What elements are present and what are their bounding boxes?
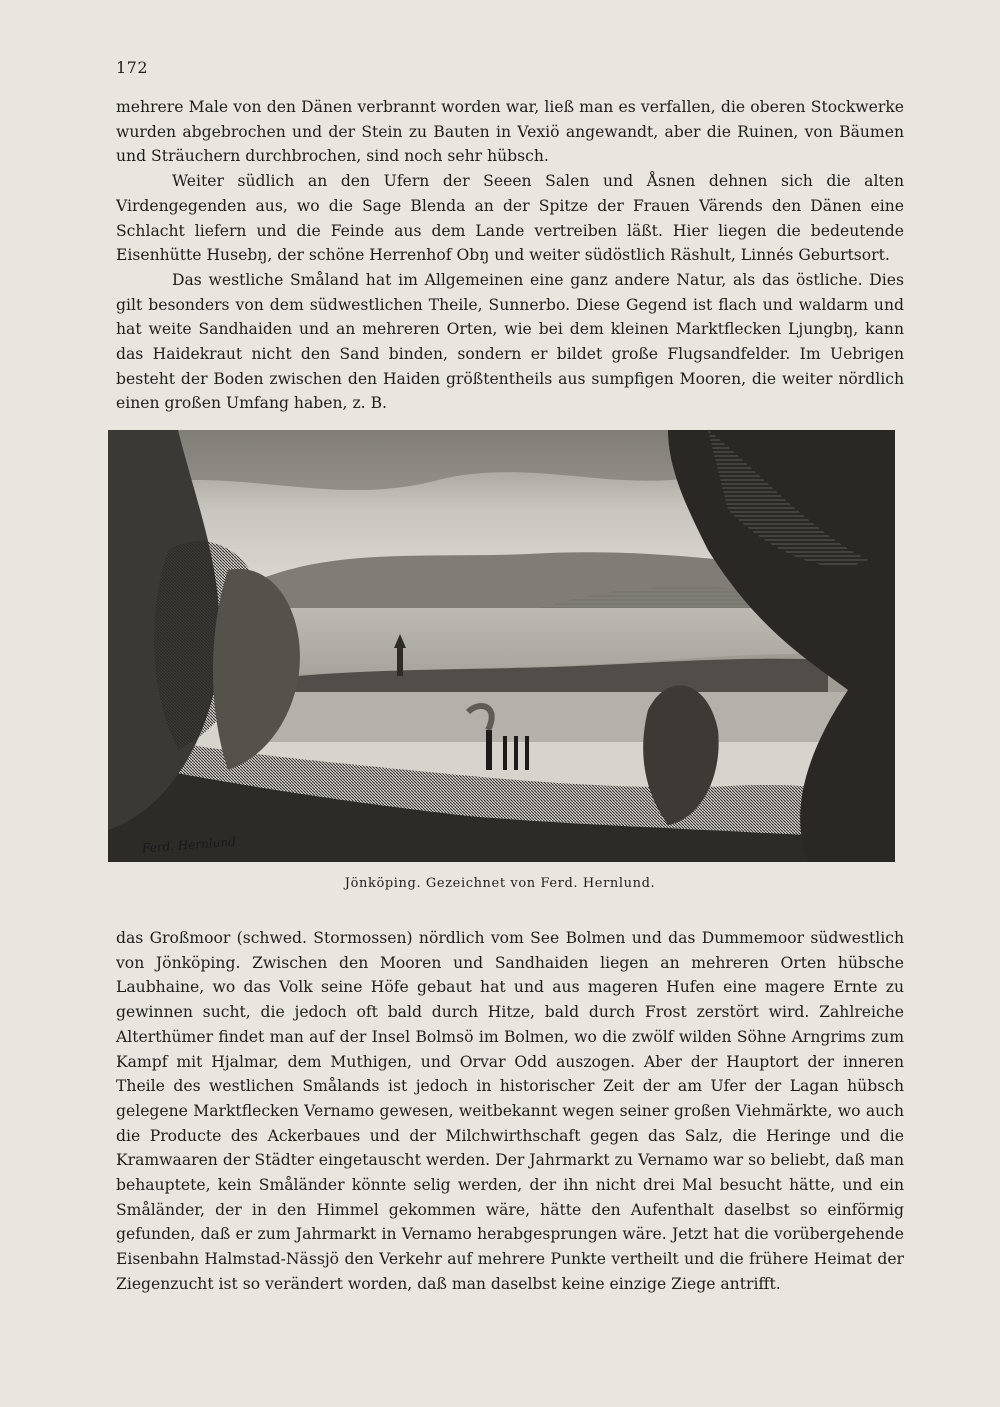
upper-text-block (116, 95, 904, 416)
paragraph: Weiter südlich an den Ufern der Seeen Salen und Åsnen dehnen sich die alten Virdengegenden aus, wo die Sage Blenda an der Spitze der Frauen Värends den Dänen eine Schlacht liefern und die Feinde aus dem Lande vertreiben läßt. Hier liegen die bedeutende Eisenhütte Husebŋ, der schöne Herrenhof Obŋ und weiter südöstlich Räshult, Linnés Geburtsort. (116, 172, 904, 265)
artist-signature: Ferd. Hernlund (141, 834, 237, 856)
paragraph: Das westliche Småland hat im Allgemeinen eine ganz andere Natur, als das östliche. Dies gilt besonders von dem südwestlichen Theile, Sunnerbo. Diese Gegend ist flach und waldarm und hat weite Sandhaiden und an mehreren Orten, wie bei dem kleinen Marktflecken Ljungbŋ, kann das Haidekraut nicht den Sand binden, sondern er bildet große Flugsandfelder. Im Uebrigen besteht der Boden zwischen den Haiden größtentheils aus sumpfigen Mooren, die weiter nördlich einen großen Umfang haben, z. B. (116, 270, 904, 413)
lower-text-block (116, 926, 904, 1297)
illustration-caption: Jönköping. Gezeichnet von Ferd. Hernlund. (344, 876, 656, 891)
landscape-engraving (108, 430, 895, 862)
engraving-jonkoping (108, 430, 895, 862)
paragraph: mehrere Male von den Dänen verbrannt worden war, ließ man es verfallen, die oberen Stockwerke wurden abgebrochen und der Stein zu Bauten in Vexiö angewandt, aber die Ruinen, von Bäumen und Sträuchern durchbrochen, sind noch sehr hübsch. (116, 98, 904, 166)
paragraph: das Großmoor (schwed. Stormossen) nördlich vom See Bolmen und das Dummemoor südwestlich von Jönköping. Zwischen den Mooren und Sandhaiden liegen an mehreren Orten hübsche Laubhaine, wo das Volk seine Höfe gebaut hat und aus mageren Hufen eine magere Ernte zu gewinnen sucht, die jedoch oft bald durch Hitze, bald durch Frost zerstört wird. Zahlreiche Alterthümer findet man auf der Insel Bolmsö im Bolmen, wo die zwölf wilden Söhne Arngrims zum Kampf mit Hjalmar, dem Muthigen, und Orvar Odd auszogen. Aber der Hauptort der inneren Theile des westlichen Smålands ist jedoch in historischer Zeit der am Ufer der Lagan hübsch gelegene Marktflecken Vernamo gewesen, weitbekannt wegen seiner großen Viehmärkte, wo auch die Producte des Ackerbaues und der Milchwirthschaft gegen das Salz, die Heringe und die Kramwaaren der Städter eingetauscht werden. Der Jahrmarkt zu Vernamo war so beliebt, daß man behauptete, kein Småländer könnte selig werden, der ihn nicht drei Mal besucht hätte, und ein Småländer, der in den Himmel gekommen wäre, hätte den Aufenthalt daselbst so einförmig gefunden, daß er zum Jahrmarkt in Vernamo herabgesprungen wäre. Jetzt hat die vorübergehende Eisenbahn Halmstad-Nässjö den Verkehr auf mehrere Punkte vertheilt und die frühere Heimat der Ziegenzucht ist so verändert worden, daß man daselbst keine einzige Ziege antrifft. (116, 929, 904, 1293)
page-number: 172 (116, 58, 149, 77)
